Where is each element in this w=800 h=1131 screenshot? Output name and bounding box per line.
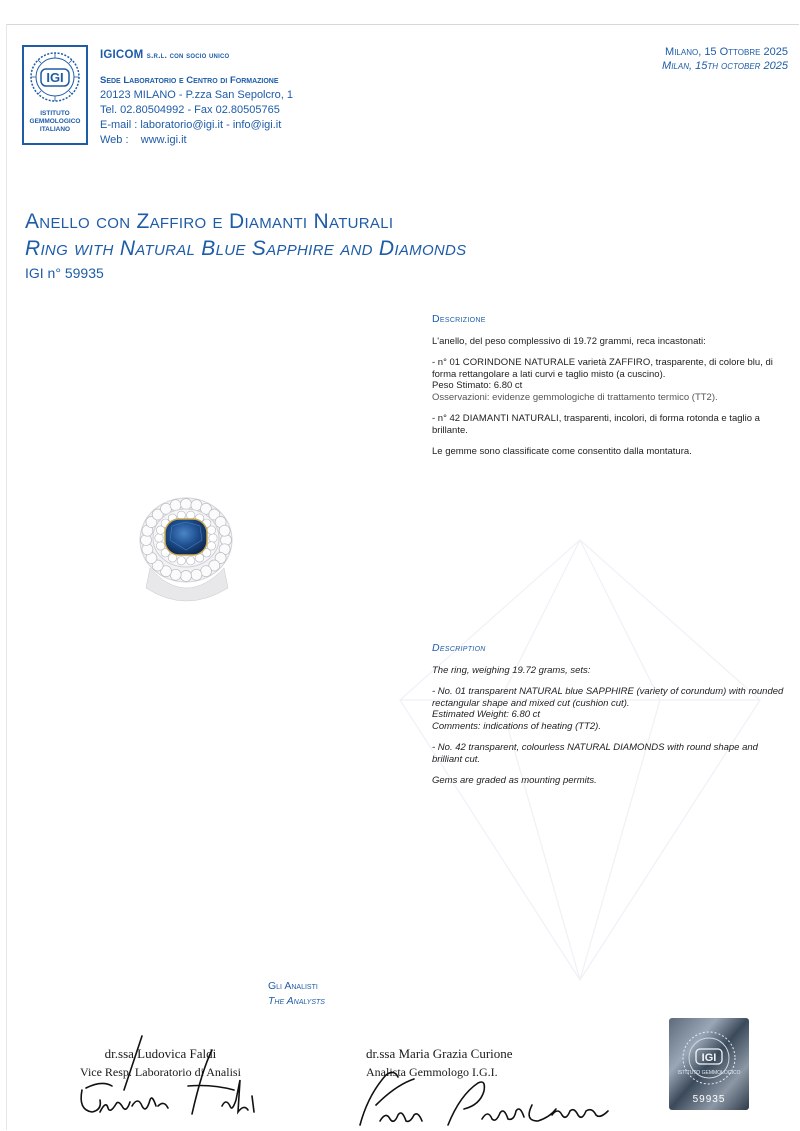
date-it: Milano, 15 Ottobre 2025 — [665, 46, 788, 58]
diamond-stone — [155, 534, 163, 542]
address: 20123 MILANO - P.zza San Sepolcro, 1 — [100, 89, 294, 101]
hologram-sub: ISTITUTO GEMMOLOGICO — [677, 1070, 741, 1076]
lab-line: Sede Laboratorio e Centro di Formazione — [100, 75, 279, 86]
company-info — [100, 48, 293, 148]
analysts-it: Gli Analisti — [268, 980, 318, 992]
analyst-2-name: dr.ssa Maria Grazia Curione — [366, 1046, 513, 1061]
website[interactable]: Web : www.igi.it — [100, 134, 187, 146]
descrizione-item-1 — [432, 357, 789, 403]
item2-bold: DIAMANTI NATURALI — [462, 413, 559, 424]
descrizione-weight: Peso Stimato: 6.80 ct — [432, 380, 523, 391]
logo-text: IGI — [46, 70, 64, 85]
signature-2 — [356, 1065, 616, 1129]
phone: Tel. 02.80504992 - Fax 02.80505765 — [100, 104, 280, 116]
title-it: Anello con Zaffiro e Diamanti Naturali — [25, 210, 394, 233]
item1-prefix: - n° 01 — [432, 357, 463, 368]
diamond-stone — [219, 525, 230, 536]
descrizione-footer: Le gemme sono classificate come consentito dalla montatura. — [432, 446, 692, 457]
item2-prefix: - n° 42 — [432, 413, 463, 424]
analyst-1-name: dr.ssa Ludovica Faldi — [104, 1046, 217, 1061]
signature-1 — [72, 1030, 272, 1126]
description-comments: Comments: indications of heating (TT2). — [432, 720, 601, 732]
logo-subtitle-3: ITALIANO — [39, 126, 71, 133]
analysts-en: The Analysts — [268, 995, 325, 1007]
descrizione-intro: L'anello, del peso complessivo di 19.72 grammi, reca incastonati: — [432, 335, 706, 347]
item1-rest: , trasparente, di colore blu, di forma rettangolare a lati curvi e taglio misto (a cuscino). — [432, 357, 773, 380]
diamond-stone — [177, 557, 185, 565]
document-date — [662, 45, 788, 73]
descrizione-item-2 — [432, 413, 789, 436]
hologram-number: 59935 — [692, 1094, 726, 1105]
company-name — [100, 48, 293, 63]
logo-subtitle-1: ISTITUTO — [40, 110, 70, 117]
diamond-stone — [181, 499, 192, 510]
description-item-2: - No. 42 transparent, colourless NATURAL DIAMONDS with round shape and brilliant cut. — [432, 742, 758, 765]
company-name-text: IGICOM — [100, 49, 144, 61]
igi-logo — [22, 45, 88, 145]
certificate-number: IGI n° 59935 — [25, 265, 104, 281]
certificate-title — [25, 208, 466, 284]
description-item-1 — [432, 686, 789, 732]
email[interactable]: E-mail : laboratorio@igi.it - info@igi.it — [100, 119, 282, 131]
description-intro: The ring, weighing 19.72 grams, sets: — [432, 664, 591, 676]
diamond-stone — [187, 557, 195, 565]
description-footer: Gems are graded as mounting permits. — [432, 775, 597, 786]
descrizione-observations: Osservazioni: evidenze gemmologiche di trattamento termico (TT2). — [432, 391, 718, 403]
ring-photo — [132, 488, 240, 606]
descrizione-section — [432, 314, 789, 468]
item1-mid: varietà — [575, 357, 610, 368]
description-item1-text: - No. 01 transparent NATURAL blue SAPPHIRE (variety of corundum) with rounded rectangular shape and mixed cut (cushion cut). — [432, 686, 784, 709]
date-en: Milan, 15th october 2025 — [662, 60, 788, 72]
diamond-stone — [191, 569, 202, 580]
hologram-text: IGI — [701, 1052, 717, 1064]
diamond-stone — [177, 511, 185, 519]
logo-subtitle-2: GEMMOLOGICO — [29, 118, 81, 125]
analysts-heading — [268, 979, 325, 1009]
description-heading: Description — [432, 642, 486, 654]
description-section — [432, 643, 789, 797]
diamond-stone — [156, 542, 164, 550]
item1-bold2: ZAFFIRO — [609, 357, 651, 368]
diamond-stone — [181, 571, 192, 582]
diamond-stone — [207, 526, 215, 534]
descrizione-heading: Descrizione — [432, 313, 486, 325]
title-en: Ring with Natural Blue Sapphire and Diamonds — [25, 237, 467, 260]
company-suffix: s.r.l. con socio unico — [146, 50, 230, 60]
description-weight: Estimated Weight: 6.80 ct — [432, 709, 541, 720]
diamond-stone — [187, 511, 195, 519]
item2-rest: , trasparenti, incolori, di forma rotonda e taglio a brillante. — [432, 413, 760, 436]
analyst-2-role: Analista Gemmologo I.G.I. — [366, 1065, 498, 1079]
analyst-1-role: Vice Resp. Laboratorio di Analisi — [80, 1065, 241, 1079]
diamond-stone — [209, 534, 217, 542]
item1-bold: CORINDONE NATURALE — [462, 357, 576, 368]
